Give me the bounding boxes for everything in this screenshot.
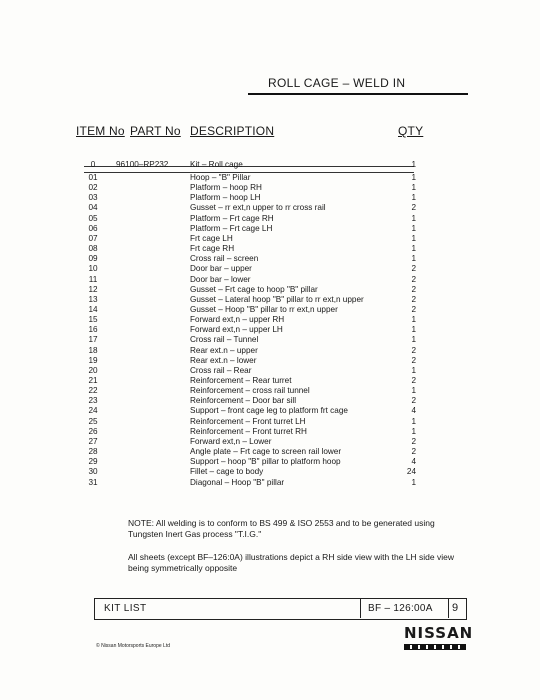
page-number: 9 <box>452 602 459 614</box>
part-description: Reinforcement – Door bar sill <box>190 396 297 406</box>
item-number: 03 <box>88 193 98 203</box>
part-quantity: 1 <box>411 477 416 487</box>
copyright-text: © Nissan Motorsports Europe Ltd <box>96 643 170 649</box>
part-description: Angle plate – Frt cage to screen rail lower <box>190 447 342 457</box>
sheet-reference: BF – 126:00A <box>368 603 433 614</box>
table-row <box>0 366 540 376</box>
item-number: 06 <box>88 223 98 233</box>
part-description: Reinforcement – Front turret RH <box>190 426 307 436</box>
item-number: 08 <box>88 244 98 254</box>
item-number: 31 <box>88 477 98 487</box>
table-row <box>0 346 540 356</box>
part-description: Gusset – Lateral hoop "B" pillar to rr ext,n upper <box>190 294 364 304</box>
notes-section <box>128 518 458 586</box>
item-number: 13 <box>88 294 98 304</box>
part-quantity: 1 <box>411 426 416 436</box>
table-row <box>0 467 540 477</box>
item-number: 02 <box>88 183 98 193</box>
document-title: ROLL CAGE – WELD IN <box>268 76 406 90</box>
part-description: Cross rail – Rear <box>190 365 252 375</box>
part-quantity: 2 <box>411 274 416 284</box>
part-quantity: 2 <box>411 396 416 406</box>
header-part-no: PART No <box>130 124 181 138</box>
item-number: 09 <box>88 254 98 264</box>
table-row <box>0 264 540 274</box>
table-row <box>0 275 540 285</box>
part-description: Frt cage LH <box>190 233 233 243</box>
part-quantity: 1 <box>411 325 416 335</box>
part-quantity: 2 <box>411 304 416 314</box>
part-quantity: 4 <box>411 406 416 416</box>
part-description: Forward ext,n – upper RH <box>190 315 285 325</box>
part-quantity: 2 <box>411 294 416 304</box>
part-description: Platform – Frt cage LH <box>190 223 273 233</box>
table-row <box>0 396 540 406</box>
item-number: 16 <box>88 325 98 335</box>
table-row <box>0 224 540 234</box>
part-description: Rear ext.n – lower <box>190 355 257 365</box>
part-quantity: 2 <box>411 376 416 385</box>
part-description: Door bar – lower <box>190 274 251 284</box>
item-number: 27 <box>88 436 98 446</box>
table-row <box>0 437 540 447</box>
part-quantity: 1 <box>411 416 416 426</box>
table-row <box>0 335 540 345</box>
part-quantity: 2 <box>411 203 416 213</box>
part-quantity: 2 <box>411 447 416 457</box>
note-welding <box>128 518 458 540</box>
table-row <box>0 234 540 244</box>
table-row <box>0 183 540 193</box>
part-description: Support – hoop "B" pillar to platform hoop <box>190 457 341 467</box>
part-quantity: 2 <box>411 436 416 446</box>
part-description: Forward ext,n – upper LH <box>190 325 283 335</box>
part-description: Door bar – upper <box>190 264 252 274</box>
part-quantity: 1 <box>411 315 416 325</box>
part-quantity: 1 <box>411 244 416 254</box>
part-description: Gusset – Frt cage to hoop "B" pillar <box>190 284 318 294</box>
table-row <box>0 305 540 315</box>
item-number: 20 <box>88 365 98 375</box>
item-number: 10 <box>88 264 98 274</box>
part-quantity: 1 <box>411 193 416 203</box>
item-number: 26 <box>88 426 98 436</box>
table-row <box>0 295 540 305</box>
kit-list-label: KIT LIST <box>104 603 147 614</box>
part-quantity: 24 <box>406 467 416 477</box>
table-row <box>0 173 540 183</box>
item-number: 17 <box>88 335 98 345</box>
item-number: 23 <box>88 396 98 406</box>
item-number: 30 <box>88 467 98 477</box>
footer-divider <box>360 598 361 618</box>
part-description: Rear ext.n – upper <box>190 345 258 355</box>
title-underline <box>248 93 468 95</box>
part-description: Gusset – rr ext,n upper to rr cross rail <box>190 203 326 213</box>
table-row <box>0 193 540 203</box>
header-description: DESCRIPTION <box>190 124 275 138</box>
part-description: Reinforcement – cross rail tunnel <box>190 386 310 396</box>
item-number: 15 <box>88 315 98 325</box>
table-row <box>0 457 540 467</box>
part-quantity: 2 <box>411 355 416 365</box>
item-number: 01 <box>88 173 98 182</box>
table-row <box>0 254 540 264</box>
part-description: Hoop – "B" Pillar <box>190 173 251 182</box>
part-quantity: 1 <box>411 173 416 182</box>
part-quantity: 2 <box>411 345 416 355</box>
part-description: Platform – hoop LH <box>190 193 261 203</box>
part-quantity: 1 <box>411 160 416 169</box>
item-number: 19 <box>88 355 98 365</box>
table-row <box>0 315 540 325</box>
part-description: Platform – hoop RH <box>190 183 262 193</box>
table-row <box>0 285 540 295</box>
part-description: Platform – Frt cage RH <box>190 213 274 223</box>
part-number: 96100–RP232 <box>116 160 169 169</box>
item-number: 0 <box>90 160 96 169</box>
part-description: Cross rail – screen <box>190 254 259 264</box>
nissan-logo-stripes <box>404 644 466 650</box>
item-number: 21 <box>88 376 98 385</box>
item-number: 24 <box>88 406 98 416</box>
footer-divider <box>448 598 449 618</box>
part-quantity: 1 <box>411 386 416 396</box>
part-quantity: 2 <box>411 284 416 294</box>
item-number: 28 <box>88 447 98 457</box>
item-number: 12 <box>88 284 98 294</box>
part-quantity: 1 <box>411 213 416 223</box>
table-row <box>0 325 540 335</box>
part-description: Gusset – Hoop "B" pillar to rr ext,n upper <box>190 304 338 314</box>
part-quantity: 1 <box>411 254 416 264</box>
item-number: 07 <box>88 233 98 243</box>
table-row <box>0 417 540 427</box>
part-description: Reinforcement – Front turret LH <box>190 416 306 426</box>
part-quantity: 1 <box>411 183 416 193</box>
table-row <box>0 406 540 416</box>
part-description: Forward ext,n – Lower <box>190 436 272 446</box>
table-row <box>0 427 540 437</box>
item-number: 29 <box>88 457 98 467</box>
part-description: Kit – Roll cage <box>190 160 243 169</box>
table-row <box>0 478 540 488</box>
part-quantity: 4 <box>411 457 416 467</box>
item-number: 11 <box>88 274 98 284</box>
item-number: 05 <box>88 213 98 223</box>
table-row <box>0 447 540 457</box>
item-number: 25 <box>88 416 98 426</box>
nissan-logo: NISSAN <box>404 624 474 642</box>
part-description: Diagonal – Hoop "B" pillar <box>190 477 285 487</box>
table-row <box>0 376 540 386</box>
part-quantity: 1 <box>411 335 416 345</box>
part-description: Fillet – cage to body <box>190 467 264 477</box>
table-row <box>0 160 540 170</box>
note-label: NOTE: <box>128 518 154 528</box>
item-number: 22 <box>88 386 98 396</box>
part-description: Frt cage RH <box>190 244 235 254</box>
item-number: 14 <box>88 304 98 314</box>
table-row <box>0 203 540 213</box>
table-row <box>0 356 540 366</box>
part-description: Cross rail – Tunnel <box>190 335 259 345</box>
note-welding-text: All welding is to conform to BS 499 & ISO 2553 and to be generated using Tungsten Inert Gas process "T.I.G." <box>128 518 435 539</box>
part-quantity: 1 <box>411 223 416 233</box>
part-quantity: 1 <box>411 233 416 243</box>
part-quantity: 1 <box>411 365 416 375</box>
note-illustrations: All sheets (except BF–126:0A) illustrations depict a RH side view with the LH side view being symmetrically opposite <box>128 552 454 573</box>
part-description: Reinforcement – Rear turret <box>190 376 292 385</box>
part-description: Support – front cage leg to platform frt cage <box>190 406 348 416</box>
item-number: 04 <box>88 203 98 213</box>
table-row <box>0 244 540 254</box>
header-qty: QTY <box>398 124 424 138</box>
part-quantity: 2 <box>411 264 416 274</box>
header-item-no: ITEM No <box>76 124 125 138</box>
table-row <box>0 386 540 396</box>
item-number: 18 <box>88 345 98 355</box>
table-row <box>0 214 540 224</box>
